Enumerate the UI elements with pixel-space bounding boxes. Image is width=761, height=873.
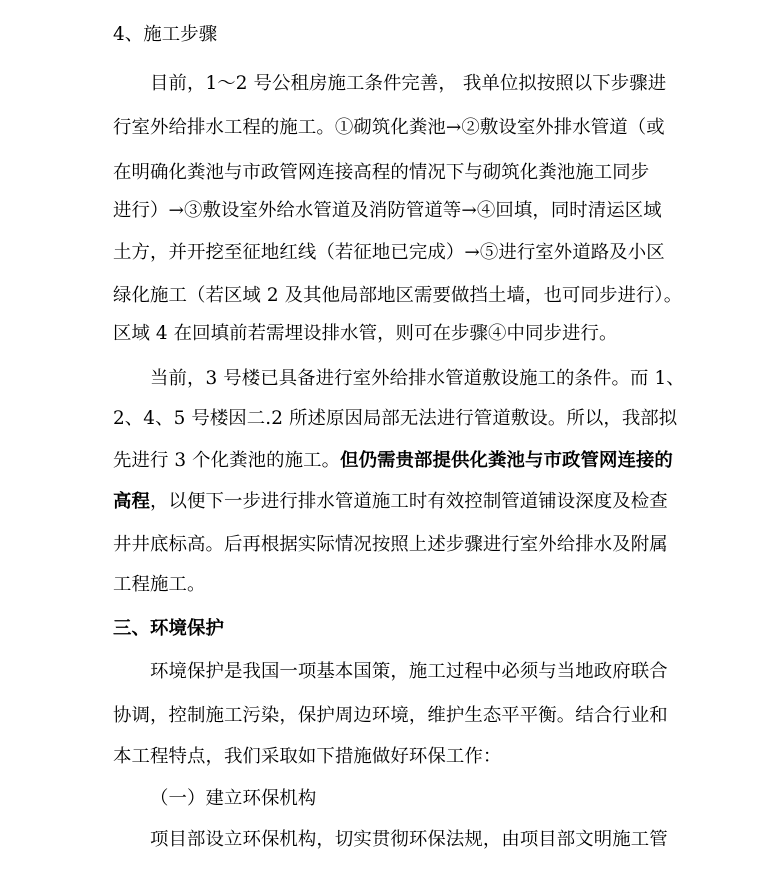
- paragraph-line: 进行）→③敷设室外给水管道及消防管道等→④回填，同时清运区域: [113, 200, 662, 221]
- paragraph-line: 区域 4 在回填前若需埋设排水管，则可在步骤④中同步进行。: [113, 323, 618, 344]
- paragraph-line: [113, 448, 761, 474]
- paragraph-line: 土方，并开挖至征地红线（若征地已完成）→⑤进行室外道路及小区: [113, 242, 665, 263]
- paragraph-line: [113, 489, 761, 515]
- emphasis-text: 但仍需贵部提供化粪池与市政管网连接的: [340, 450, 673, 471]
- paragraph-line: 工程施工。: [113, 574, 206, 595]
- paragraph-line: 项目部设立环保机构，切实贯彻环保法规，由项目部文明施工管: [150, 829, 668, 850]
- section-heading-environmental-protection: 三、环境保护: [113, 618, 224, 639]
- paragraph-text: ，以便下一步进行排水管道施工时有效控制管道铺设深度及检查: [149, 491, 668, 512]
- paragraph-line: 行室外给排水工程的施工。①砌筑化粪池→②敷设室外排水管道（或: [113, 117, 665, 138]
- paragraph-text: 先进行 3 个化粪池的施工。: [113, 450, 341, 471]
- subsection-heading-env-org: （一）建立环保机构: [150, 788, 317, 809]
- paragraph-line: 井井底标高。后再根据实际情况按照上述步骤进行室外给排水及附属: [113, 534, 668, 555]
- emphasis-text: 高程: [113, 491, 150, 512]
- paragraph-line: 协调，控制施工污染，保护周边环境，维护生态平平衡。结合行业和: [113, 705, 668, 726]
- paragraph-line: 当前，3 号楼已具备进行室外给排水管道敷设施工的条件。而 1、: [150, 368, 685, 389]
- paragraph-line: 在明确化粪池与市政管网连接高程的情况下与砌筑化粪池施工同步: [113, 162, 650, 183]
- paragraph-line: 绿化施工（若区域 2 及其他局部地区需要做挡土墙，也可同步进行）。: [113, 285, 683, 306]
- paragraph-line: 环境保护是我国一项基本国策，施工过程中必须与当地政府联合: [150, 661, 668, 682]
- paragraph-line: 目前，1～2 号公租房施工条件完善， 我单位拟按照以下步骤进: [150, 73, 667, 94]
- paragraph-line: 2、4、5 号楼因二.2 所述原因局部无法进行管道敷设。所以，我部拟: [113, 408, 678, 429]
- section-heading-construction-steps: 4、施工步骤: [113, 24, 218, 45]
- paragraph-line: 本工程特点，我们采取如下措施做好环保工作：: [113, 746, 502, 767]
